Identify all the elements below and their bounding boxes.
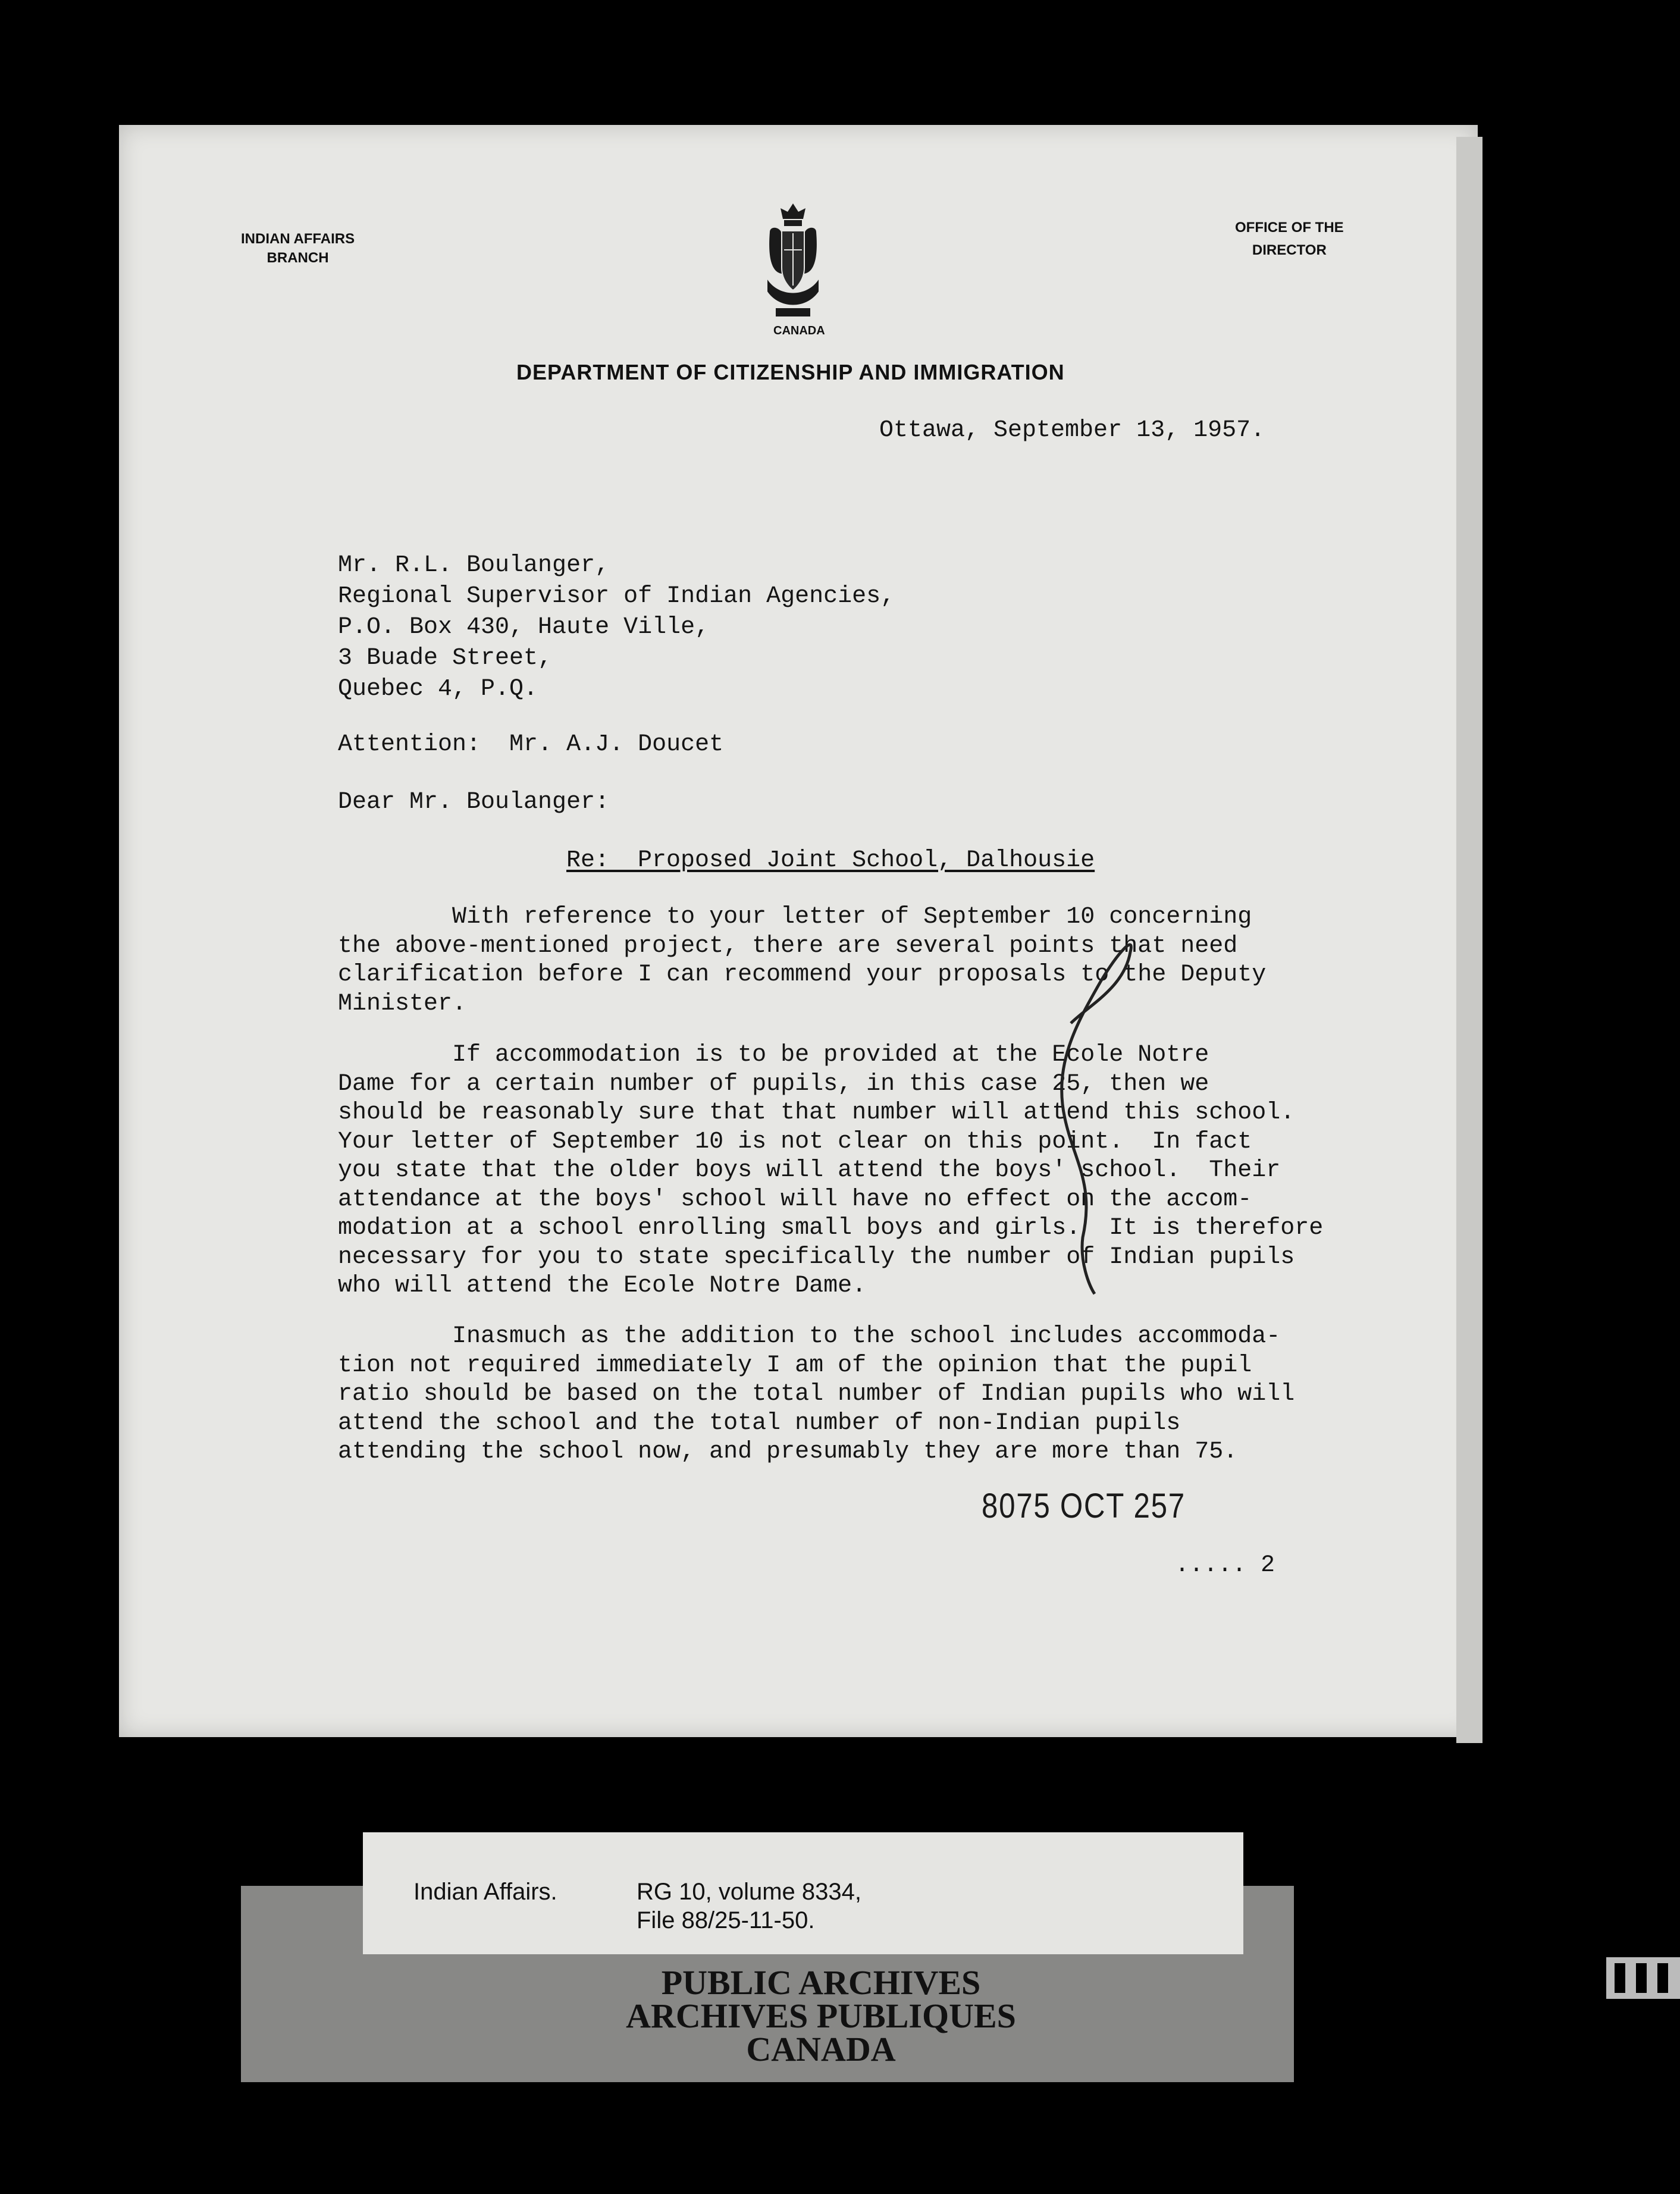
paragraph-2: If accommodation is to be provided at the Ecole Notre Dame for a certain number of pupils, in this case 25, then we should be reasonably sure that that number will attend this school. Your letter of September 10 is not clear on this point. In fact you state that the older boys will attend the boys' school. Their attendance at the boys' school will have no effect on the accom- modation at a school enrolling small boys and girls. It is therefore necessary for you to state specifically the number of Indian pupils who will attend the Ecole Notre Dame. <box>338 1042 1324 1299</box>
subject-line: Re: Proposed Joint School, Dalhousie <box>566 847 1095 874</box>
film-frame-mark <box>1606 1957 1680 1999</box>
archives-line-1: PUBLIC ARCHIVES <box>661 1963 981 2002</box>
paragraph-3: Inasmuch as the addition to the school includes accommoda- tion not required immediately I am of the opinion that the pupil ratio should be based on the total number of Indian pupils who will attend the school and the total number of non-Indian pupils attending the school now, and presumably they are more than 75. <box>338 1323 1295 1465</box>
page-edge <box>1456 137 1482 1743</box>
office-line-2: DIRECTOR <box>1252 242 1327 258</box>
office-header <box>1235 217 1344 262</box>
branch-line-1: INDIAN AFFAIRS <box>241 231 355 247</box>
recipient-address: Mr. R.L. Boulanger, Regional Supervisor of Indian Agencies, P.O. Box 430, Haute Ville, 3 Buade Street, Quebec 4, P.Q. <box>338 552 895 703</box>
branch-line-2: BRANCH <box>267 250 329 266</box>
page-continuation: ..... 2 <box>1175 1552 1275 1579</box>
reference-line-2: File 88/25-11-50. <box>637 1907 815 1933</box>
attention-line: Attention: Mr. A.J. Doucet <box>338 731 724 758</box>
pen-mark <box>1011 928 1148 1297</box>
salutation: Dear Mr. Boulanger: <box>338 789 610 816</box>
archives-line-2: ARCHIVES PUBLIQUES <box>626 1996 1016 2035</box>
branch-header <box>241 230 355 268</box>
received-stamp: 8075 OCT 257 <box>982 1487 1186 1525</box>
collection-label: Indian Affairs. <box>413 1879 557 1905</box>
crest-caption: CANADA <box>773 324 825 337</box>
office-line-1: OFFICE OF THE <box>1235 220 1344 236</box>
paragraph-1: With reference to your letter of September 10 concerning the above-mentioned project, there are several points that need clarification before I can recommend your proposals to the Deputy Minister. <box>338 904 1267 1017</box>
reference-line-1: RG 10, volume 8334, <box>637 1879 861 1905</box>
archives-line-3: CANADA <box>746 2030 896 2068</box>
archives-stamp <box>583 1963 1059 2068</box>
department-title: DEPARTMENT OF CITIZENSHIP AND IMMIGRATION <box>516 360 1065 384</box>
letter-date: Ottawa, September 13, 1957. <box>879 417 1265 444</box>
coat-of-arms-icon <box>761 202 825 321</box>
